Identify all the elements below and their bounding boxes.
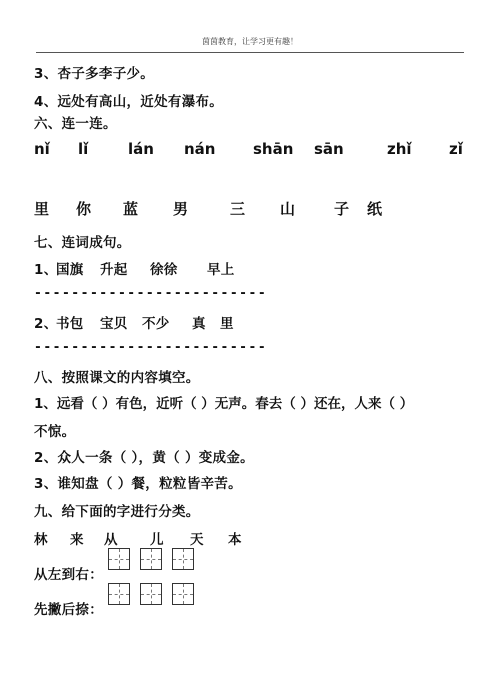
writing-grid-box[interactable]	[108, 583, 130, 605]
sentence-4: 4、远处有高山，近处有瀑布。	[34, 94, 224, 110]
writing-grid-box[interactable]	[140, 548, 162, 570]
answer-line-1: -------------------------	[34, 286, 268, 301]
classify-char-6: 本	[228, 532, 242, 548]
char-4: 男	[173, 200, 189, 218]
pinyin-6: sān	[314, 140, 344, 158]
char-8: 纸	[367, 200, 383, 218]
row-2-word-1: 书包	[56, 316, 84, 332]
row-1-word-3: 徐徐	[150, 262, 178, 278]
answer-line-2: -------------------------	[34, 340, 268, 355]
row-2-word-3: 不少	[142, 316, 170, 332]
pinyin-2: lǐ	[78, 140, 89, 158]
classify-char-1: 林	[34, 532, 48, 548]
section-7-title: 七、连词成句。	[34, 235, 131, 251]
section-6-title: 六、连一连。	[34, 116, 117, 132]
row-2-word-4: 真	[192, 316, 206, 332]
pinyin-4: nán	[184, 140, 216, 158]
pie-heng-label: 先撇后捺：	[34, 602, 103, 618]
classify-char-4: 儿	[150, 532, 164, 548]
pinyin-7: zhǐ	[387, 140, 412, 158]
pinyin-3: lán	[128, 140, 154, 158]
writing-grid-box[interactable]	[172, 548, 194, 570]
sentence-3: 3、杏子多李子少。	[34, 66, 155, 82]
fill-3: 3、谁知盘（ ）餐，粒粒皆辛苦。	[34, 476, 242, 492]
row-2-word-2: 宝贝	[100, 316, 128, 332]
section-8-title: 八、按照课文的内容填空。	[34, 370, 200, 386]
fill-1-part-2: 不惊。	[34, 424, 76, 440]
row-1-word-4: 早上	[207, 262, 235, 278]
row-1-word-1: 国旗	[56, 262, 84, 278]
classify-char-5: 天	[190, 532, 204, 548]
fill-1-part-1: 1、远看（ ）有色，近听（ ）无声。春去（ ）还在，人来（ ）	[34, 396, 414, 412]
classify-char-2: 来	[70, 532, 84, 548]
classify-char-3: 从	[104, 532, 118, 548]
char-1: 里	[34, 200, 50, 218]
char-5: 三	[230, 200, 246, 218]
char-2: 你	[76, 200, 92, 218]
pinyin-1: nǐ	[34, 140, 50, 158]
left-right-label: 从左到右：	[34, 567, 103, 583]
section-9-title: 九、给下面的字进行分类。	[34, 504, 200, 520]
row-1-word-2: 升起	[100, 262, 128, 278]
row-1-label: 1、	[34, 262, 58, 278]
pinyin-8: zǐ	[449, 140, 463, 158]
row-2-label: 2、	[34, 316, 58, 332]
writing-grid-box[interactable]	[108, 548, 130, 570]
char-7: 子	[334, 200, 350, 218]
writing-grid-box[interactable]	[172, 583, 194, 605]
page-header: 茵茵教育，让学习更有趣！	[202, 37, 298, 46]
header-divider	[36, 52, 464, 53]
writing-grid-box[interactable]	[140, 583, 162, 605]
char-6: 山	[280, 200, 296, 218]
pinyin-5: shān	[253, 140, 294, 158]
fill-2: 2、众人一条（ ），黄（ ）变成金。	[34, 450, 254, 466]
row-2-word-5: 里	[220, 316, 234, 332]
char-3: 蓝	[123, 200, 139, 218]
